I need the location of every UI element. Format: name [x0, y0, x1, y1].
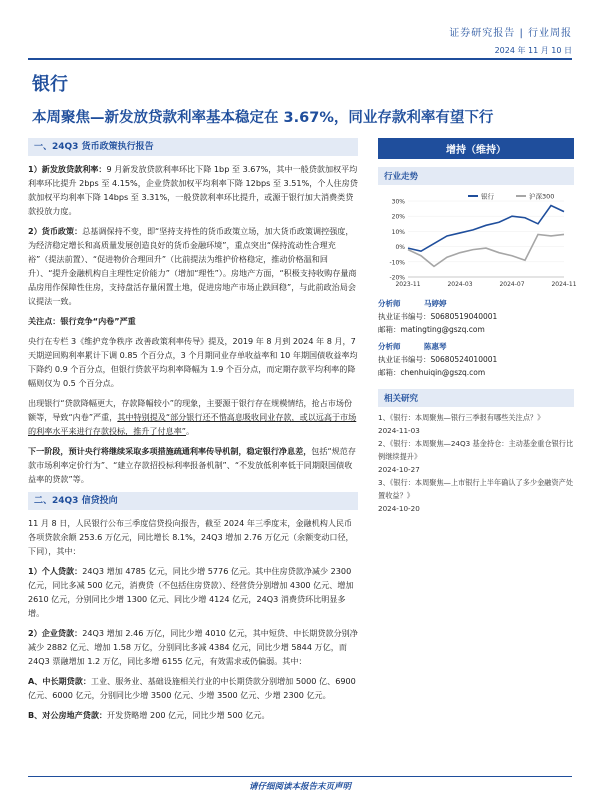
- y-tick-label: 0%: [395, 244, 405, 252]
- related-item[interactable]: 2、《银行：本周聚焦—24Q3 基金持仓：主动基金重仓银行比例继续提升》 2024-10-27: [378, 439, 574, 474]
- paragraph: A、中长期贷款：工业、服务业、基础设施相关行业的中长期贷款分别增加 5000 亿、6900 亿元、6000 亿元，分别同比少增 3500 亿元、少增 3500 亿元、少增 2300 亿元。: [28, 676, 356, 700]
- paragraph: 1）个人贷款：24Q3 增加 4785 亿元，同比少增 5776 亿元。其中住房贷款净减少 2300 亿元，同比多减 500 亿元，消费贷（不包括住房贷款）、经营贷分别增加 4300 亿元、增加 2610 亿元，分别同比少增 1300 亿元、同比少增 4124 亿元，24Q3 消费贷环比明显多增。: [28, 566, 354, 618]
- trend-chart-svg: [378, 189, 577, 293]
- legend-label: 银行: [481, 192, 494, 201]
- related-item[interactable]: 1、《银行：本周聚焦—银行三季报有哪些关注点？》 2024-11-03: [378, 413, 545, 435]
- main-body: [28, 138, 358, 728]
- series-line-银行: [408, 206, 564, 252]
- x-tick-label: 2023-11: [395, 281, 421, 288]
- paragraph: 下一阶段，预计央行将继续采取多项措施疏通利率传导机制，稳定银行净息差，包括“规范存款市场利率定价行为”、“建立存款招投标利率报备机制”、“不发放低利率低于同期限国债收益率的贷款”等。: [28, 446, 356, 484]
- y-tick-label: 30%: [391, 198, 405, 206]
- analyst-1: 分析师 马婷婷 执业证书编号：S0680519040001 邮箱：matingting@gszq.com: [378, 299, 498, 334]
- trend-chart: [378, 189, 577, 293]
- paragraph: 1）新发放贷款利率：9 月新发放贷款利率环比下降 1bp 至 3.67%，其中一般贷款加权平均利率环比提升 2bps 至 4.15%，企业贷款加权平均利率下降 12bps 至 3.51%，个人住房贷款加权平均利率下降 14bps 至 3.31%，一般贷款利率环比提升，或源于银行加大消费类贷款投放力度。: [28, 164, 358, 216]
- paragraph: 11 月 8 日，人民银行公布三季度信贷投向报告，截至 2024 年三季度末，金融机构人民币各项贷款余额 253.6 万亿元，同比增长 8.1%，24Q3 增加 2.76 万亿元（余额变动口径，下同），其中：: [28, 518, 354, 556]
- legend-label: 沪深300: [529, 192, 555, 201]
- paragraph: 出现银行“贷款降幅更大，存款降幅较小”的现象，主要源于银行存在规模情结，抢占市场份额等，导致“内卷”严重，其中特别提及“部分银行还不惜高息吸收同业存款，或以远高于市场的利率水平来进行存款投标，推升了付息率”。: [28, 398, 357, 436]
- y-tick-label: 10%: [391, 228, 405, 236]
- report-headline: 本周聚焦—新发放贷款利率基本稳定在 3.67%，同业存款利率有望下行: [32, 110, 494, 126]
- paragraph: 2）企业贷款：24Q3 增加 2.46 万亿，同比少增 4010 亿元，其中短贷、中长期贷款分别净减少 2882 亿元、增加 1.58 万亿，分别同比多减 4384 亿元，同比少增 5844 万亿，而 24Q3 票融增加 1.2 万亿，同比多增 6155 亿元，有效需求或仍偏弱。其中：: [28, 628, 358, 666]
- report-date: 2024 年 11 月 10 日: [494, 46, 572, 55]
- analyst-email[interactable]: matingting@gszq.com: [400, 325, 485, 334]
- paragraph: 央行在专栏 3《维护竞争秩序 改善政策利率传导》提及，2019 年 8 月到 2024 年 8 月，7 天期逆回购利率累计下调 0.85 个百分点，3 个月期同业存单收益率和 10 年期国债收益率均下降约 0.9 个百分点，但银行贷款平均利率降幅为 1.9 个百分点，而定期存款平均利率的降幅则仅为 0.5 个百分点。: [28, 336, 358, 388]
- paragraph: B、对公房地产贷款：开发贷略增 200 亿元，同比少增 500 亿元。: [28, 710, 270, 720]
- y-tick-label: -20%: [389, 274, 405, 282]
- paragraph: 2）货币政策：总基调保持不变，即“坚持支持性的货币政策立场，加大货币政策调控强度，为经济稳定增长和高质量发展创造良好的货币金融环境”，重点突出“保持流动性合理充裕”（提法前置）、“促进物价合理回升”（比前提法为维护价格稳定，推动价格温和回升）、“提升金融机构自主理性定价能力”（增加“理性”）。房地产方面，“积极支持收购存量商品房用作保障性住房，支持盘活存量闲置土地，促进房地产市场止跌回稳”，与此前政治局会议提法一致。: [28, 226, 357, 306]
- y-tick-label: -10%: [389, 259, 405, 267]
- footer-note: 请仔细阅读本报告末页声明: [248, 782, 351, 792]
- analyst-email[interactable]: chenhuiqin@gszq.com: [400, 368, 486, 377]
- section-heading: 二、24Q3 信贷投向: [28, 492, 358, 510]
- rating-badge: 增持（维持）: [378, 138, 574, 159]
- header-divider: [28, 58, 572, 60]
- related-list: [378, 411, 574, 515]
- y-tick-label: 20%: [391, 213, 405, 221]
- section-heading: 一、24Q3 货币政策执行报告: [28, 138, 358, 156]
- related-heading: 相关研究: [378, 389, 574, 407]
- footer-divider: [28, 776, 572, 777]
- related-item[interactable]: 3、《银行：本周聚焦—上市银行上半年确认了多少金融资产处置收益？》 2024-10-20: [378, 478, 574, 513]
- trend-heading: 行业走势: [378, 167, 574, 185]
- report-header: [449, 24, 572, 56]
- x-tick-label: 2024-11: [551, 281, 577, 288]
- focus-title: 关注点：银行竞争“内卷”严重: [28, 316, 136, 326]
- sector-title: 银行: [32, 74, 68, 95]
- sidebar: [378, 138, 577, 515]
- report-tags: 证券研究报告 | 行业周报: [449, 28, 572, 39]
- x-tick-label: 2024-07: [499, 281, 525, 288]
- x-tick-label: 2024-03: [447, 281, 473, 288]
- analyst-2: 分析师 陈惠琴 执业证书编号：S0680524010001 邮箱：chenhuiqin@gszq.com: [378, 342, 498, 377]
